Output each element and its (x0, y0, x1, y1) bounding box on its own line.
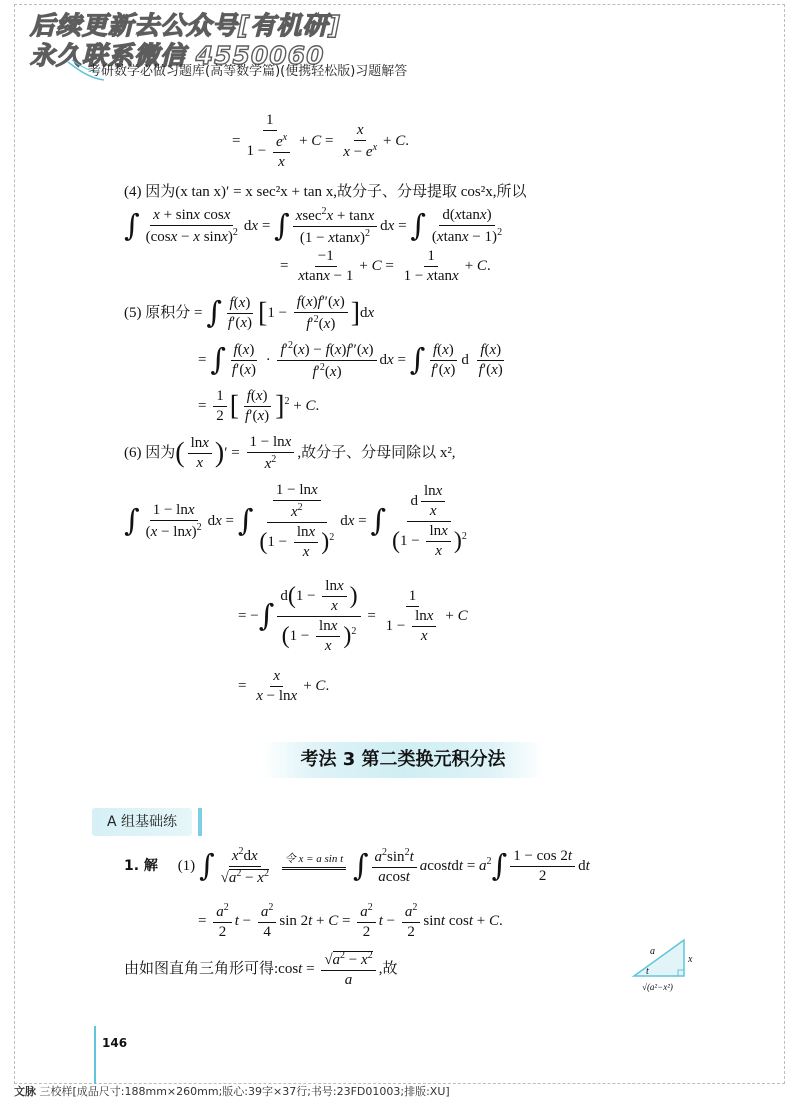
answer-part: (1) (177, 857, 196, 874)
equation-line-1: = 1 1 − $\frac{e^x}{x}$ + C = $\frac{x}{x - e^x}$ + C. (232, 112, 410, 170)
watermark-line-2: 永久联系微信 4550060 (30, 41, 325, 70)
substitution-label: 令 x = a sin t (282, 850, 346, 870)
answer-1-line-1: 1. 解 (1) ∫ $\frac{x^2dx}{√a^2 - x^2}$ 令 x = a sin t ∫ $\frac{a^2\sin^2t}{acost}$ acostdt = $a^2\int$ $\frac{1 - \cos 2t}{2}$ dt (124, 846, 590, 886)
equation-step-5c: = $\frac{1}{2}$ [ $\frac{f(x)}{f'(x)}$ ]$^2$ + C. (198, 388, 320, 424)
footer-brand: 文脉 (14, 1085, 36, 1098)
triangle-tail: ,故 (378, 960, 398, 977)
step-4-intro: (4) 因为(x tan x)′ = x sec²x + tan x,故分子、分母提取 cos²x,所以 (124, 184, 527, 200)
group-tag: A 组基础练 (92, 808, 192, 836)
watermark-line-1: 后续更新去公众号[有机研] (30, 11, 341, 40)
triangle-leg-label: x (688, 954, 693, 965)
equation-step-5b: = ∫ $\frac{f(x)}{f'(x)}$ · $\frac{f'^2(x) - f(x)f''(x)}{f'^2(x)}$ dx = ∫ $\frac{f(x)}{f'(x)}$ d $\frac{f(x)}{f'(x)}$ (198, 340, 503, 380)
footer-text: 三校样[成品尺寸:188mm×260mm;版心:39字×37行;书号:23FD01003;排版:XU] (39, 1085, 450, 1098)
step-5-label: (5) 原积分 (124, 304, 191, 321)
step-6-intro: (6) 因为 (124, 444, 176, 461)
page-number-rule (94, 1026, 96, 1084)
triangle-explanation: 由如图直角三角形可得:cost = $\frac{√a^2 - x^2}{a}$ ,故 (124, 950, 398, 988)
equation-step-6c: = $\frac{x}{x - \ln x}$ + C. (238, 668, 330, 704)
book-title: 考研数学必做习题库(高等数学篇)(便携轻松版)习题解答 (88, 64, 408, 79)
step-6-tail: ,故分子、分母同除以 x², (297, 444, 456, 461)
triangle-base-label: √(a²−x²) (642, 982, 673, 992)
equation-step-6b: = −∫ d(1 − $\frac{\ln x}{x}$ ) (1 − $\frac{\ln x}{x}$ )$^2$ = 1 1 − $\frac{\ln x}{x}$ + C (238, 578, 468, 654)
equation-step-4a: ∫ $\frac{\text{x + sinx cosx}}{(\cos x - x \sin x)^2}$ dx = ∫ $\frac{xsec^2x + \tan x}{(1 - xtanx)^2}$ dx = ∫ $\frac{d(xtanx)}{(xtanx - 1)^2}$ (124, 206, 503, 246)
answer-label: 1. 解 (124, 857, 158, 874)
equation-step-6a: ∫ $\frac{1 - \ln x}{(x - \ln x)^2}$ dx = ∫ $\frac{1 - \ln x}{x^2}$ (1 − $\frac{\ln x}{x}$ )$^2$ dx = ∫ d $\frac{\ln x}{x}$ (1 − $\frac{\ln x}{x}$ )$^2$ (124, 482, 467, 560)
step-6-line: (6) 因为( $\frac{\ln x}{x}$ )′ = $\frac{1 - \ln x}{x^2}$ ,故分子、分母同除以 x², (124, 434, 456, 472)
equation-step-5a: (5) 原积分 = ∫ $\frac{f(x)}{f'(x)}$ [1 − $\frac{f(x)f''(x)}{f'^2(x)}$ ]dx (124, 294, 375, 332)
print-footer (14, 1083, 450, 1099)
section-title: 考法 3 第二类换元积分法 (300, 749, 506, 770)
page-number: 146 (102, 1036, 128, 1050)
equation-step-4b: = $\frac{-1}{xtanx - 1}$ + C = $\frac{1}{1 - xtanx}$ + C. (280, 248, 491, 284)
answer-1-line-2: = $\frac{a^2}{2}$ t − $\frac{a^2}{4}$ sin 2t + C = $\frac{a^2}{2}$ t − $\frac{a^2}{2}$ sint cost + C. (198, 902, 503, 940)
triangle-hyp-label: a (650, 946, 655, 957)
triangle-angle-label: t (646, 966, 649, 977)
triangle-text: 由如图直角三角形可得: (124, 960, 279, 977)
